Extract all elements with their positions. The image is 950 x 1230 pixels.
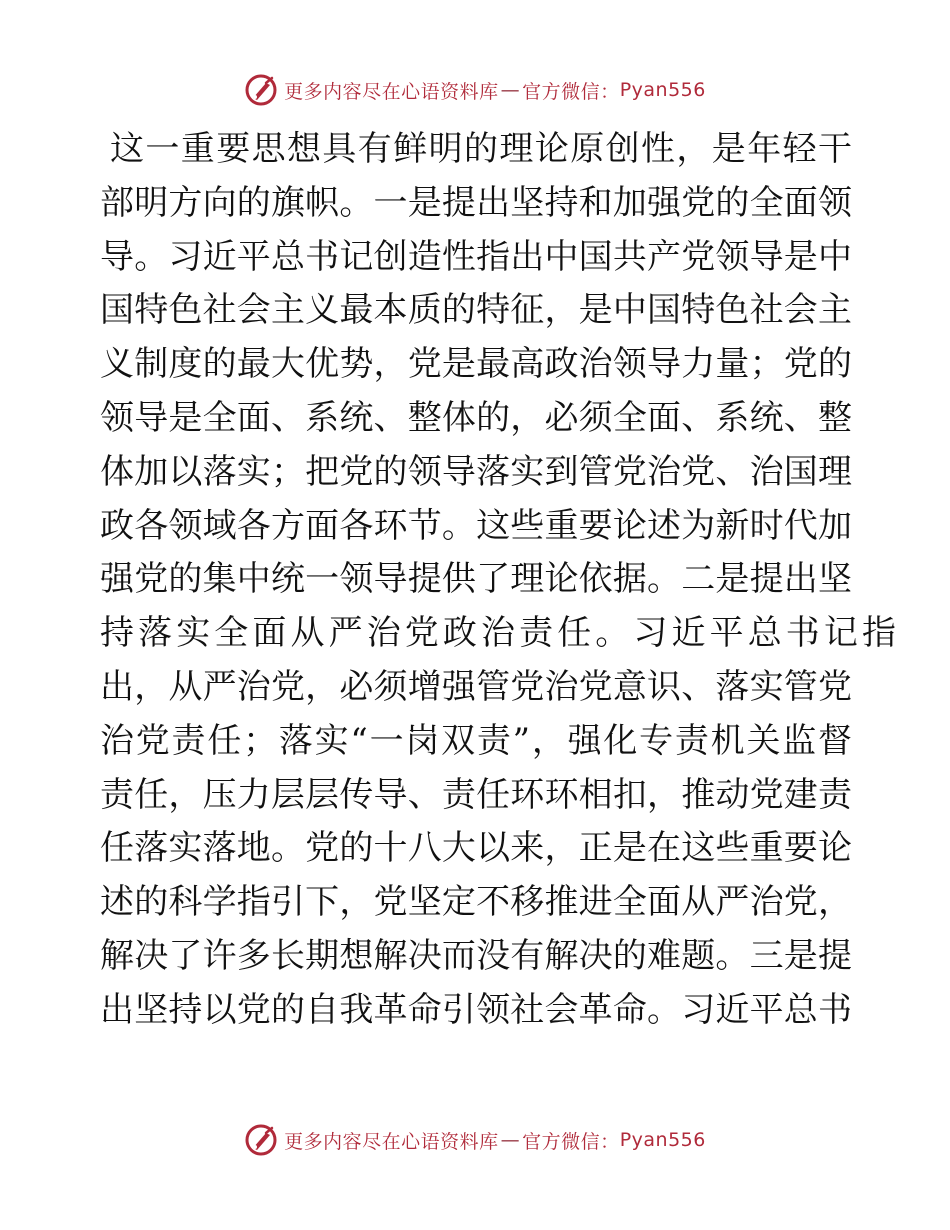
text-line: 任落实落地。党的十八大以来，正是在这些重要论	[100, 828, 852, 869]
header-wechat-label: 官方微信：	[522, 80, 620, 103]
header-banner	[0, 70, 950, 110]
text-line: 国特色社会主义最本质的特征，是中国特色社会主	[100, 290, 852, 331]
text-line: 持落实全面从严治党政治责任。习近平总书记指	[100, 613, 901, 654]
footer-site-text: 更多内容尽在心语资料库	[284, 1130, 499, 1153]
header-site-text: 更多内容尽在心语资料库	[284, 80, 499, 103]
quill-logo-icon	[244, 1123, 278, 1157]
footer-divider: —	[500, 1129, 521, 1151]
quill-logo-icon	[244, 73, 278, 107]
text-line: 政各领域各方面各环节。这些重要论述为新时代加	[100, 505, 852, 546]
text-line: 导。习近平总书记创造性指出中国共产党领导是中	[100, 236, 852, 277]
footer-wechat-label: 官方微信：	[522, 1130, 620, 1153]
text-line: 义制度的最大优势，党是最高政治领导力量；党的	[100, 344, 852, 385]
footer-wechat-account: Pyan556	[619, 1129, 706, 1151]
header-wechat-account: Pyan556	[619, 79, 706, 101]
text-line: 体加以落实；把党的领导落实到管党治党、治国理	[100, 451, 852, 492]
text-line: 述的科学指引下，党坚定不移推进全面从严治党，	[100, 882, 852, 923]
text-line: 领导是全面、系统、整体的，必须全面、系统、整	[100, 397, 852, 438]
text-line: 部明方向的旗帜。一是提出坚持和加强党的全面领	[100, 182, 852, 223]
header-divider: —	[500, 79, 521, 101]
text-line: 这一重要思想具有鲜明的理论原创性，是年轻干	[110, 129, 852, 169]
text-line: 解决了许多长期想解决而没有解决的难题。三是提	[100, 935, 852, 976]
body-text	[100, 123, 901, 1038]
text-line: 出坚持以党的自我革命引领社会革命。习近平总书	[100, 989, 852, 1030]
text-line: 出，从严治党，必须增强管党治党意识、落实管党	[100, 666, 852, 707]
footer-banner	[0, 1120, 950, 1160]
text-line: 强党的集中统一领导提供了理论依据。二是提出坚	[100, 559, 852, 600]
text-line: 责任，压力层层传导、责任环环相扣，推动党建责	[100, 774, 852, 815]
text-line: 治党责任；落实“一岗双责”，强化专责机关监督	[100, 720, 852, 761]
